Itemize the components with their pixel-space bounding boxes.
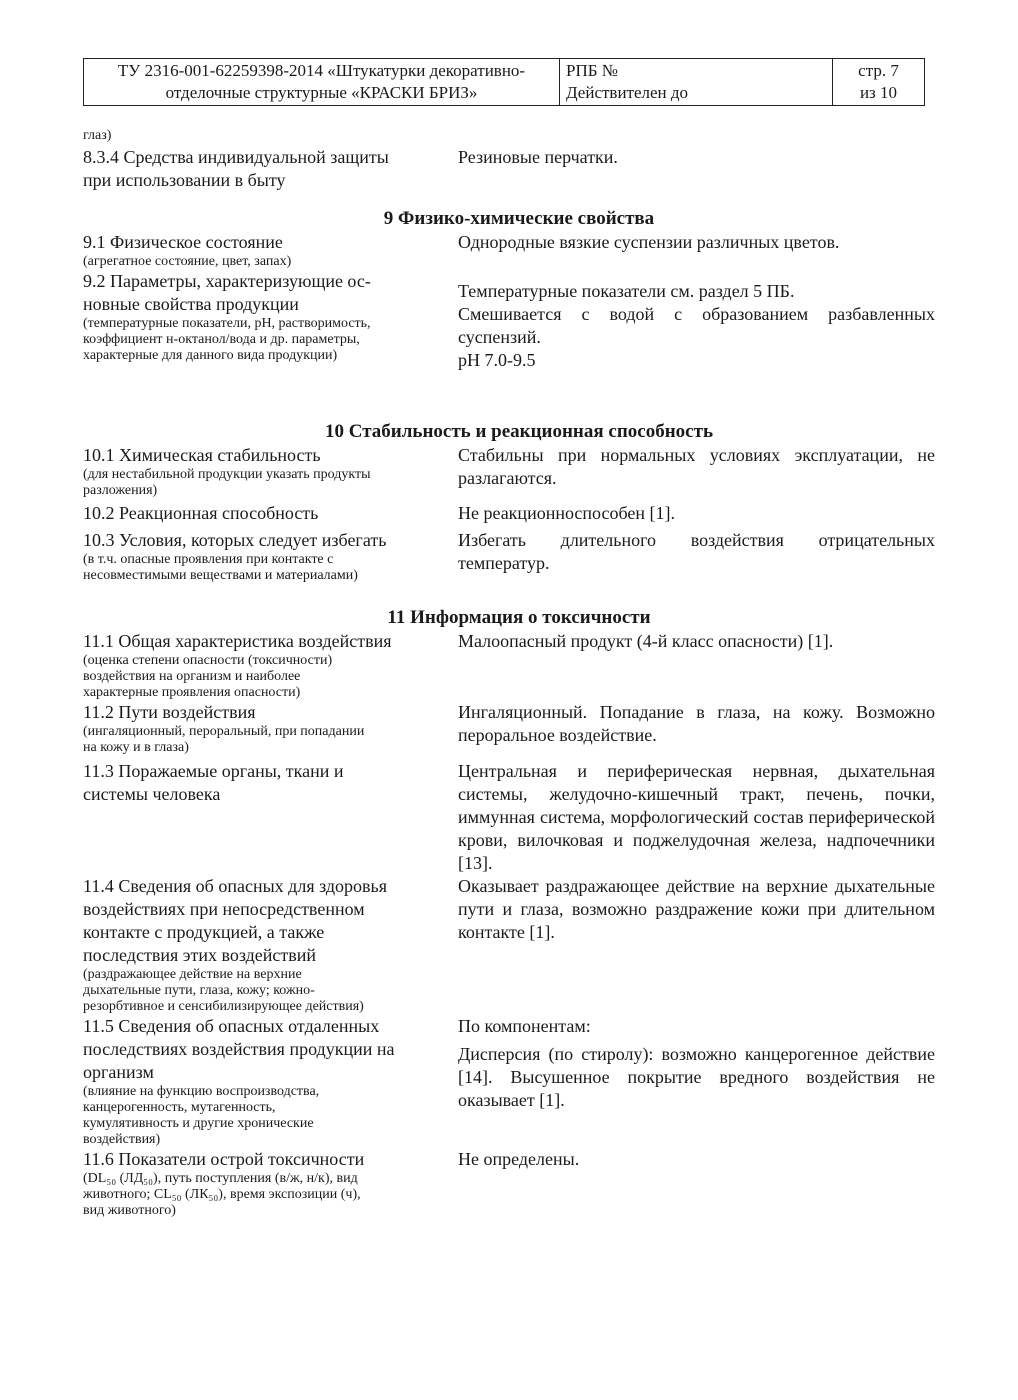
row-label: 10.2 Реакционная способность: [83, 503, 319, 523]
row-value: По компонентам: Дисперсия (по стиролу): возможно канцерогенное действие [14]. Высушенное покрытие вредного воздействия не оказывает [1].: [458, 1016, 935, 1110]
row-value: Температурные показатели см. раздел 5 ПБ. Смешивается с водой с образованием разбавленных суспензий. pH 7.0-9.5: [458, 281, 935, 370]
row-10-2: [83, 502, 935, 525]
document-header: [83, 58, 925, 106]
section-heading-9: 9 Физико-химические свойства: [383, 208, 655, 229]
row-9-2: [83, 270, 935, 372]
row-label: 11.4 Сведения об опасных для здоровья воздействиях при непосредственном контакте с продукцией, а также последствия этих воздействий (раздражающее действие на верхние дыхательные пути, глаза, кожу; кожно- резорбтивное и сенсибилизирующее действия): [83, 876, 388, 1014]
row-11-1: [83, 630, 935, 701]
row-11-5: [83, 1015, 935, 1148]
section-heading-10: 10 Стабильность и реакционная способность: [325, 421, 713, 442]
page-total: из 10: [859, 83, 898, 102]
row-value: Избегать длительного воздействия отрицательных температур.: [458, 530, 935, 573]
row-value: Резиновые перчатки.: [458, 147, 618, 167]
row-value: Однородные вязкие суспензии различных цветов.: [458, 232, 840, 252]
row-value: Стабильны при нормальных условиях эксплуатации, не разлагаются.: [458, 445, 935, 488]
row-11-4: [83, 875, 935, 1015]
row-label: 11.6 Показатели острой токсичности (DL₅₀ (ЛД₅₀), путь поступления (в/ж, н/к), вид животного; CL₅₀ (ЛК₅₀), время экспозиции (ч), вид животного): [83, 1149, 365, 1218]
row-11-6: [83, 1148, 935, 1219]
row-10-3: [83, 529, 935, 584]
row-value: Малоопасный продукт (4-й класс опасности) [1].: [458, 631, 834, 651]
row-10-1: [83, 444, 935, 499]
row-label: 8.3.4 Средства индивидуальной защиты при использовании в быту: [83, 147, 389, 190]
row-11-3: [83, 760, 935, 875]
rpb-number-label: РПБ №: [566, 61, 618, 80]
page-number-cell: [833, 59, 925, 106]
row-label: 11.1 Общая характеристика воздействия (оценка степени опасности (токсичности) воздействия на организм и наиболее характерные проявления опасности): [83, 631, 392, 700]
row-value: Центральная и периферическая нервная, дыхательная системы, желудочно-кишечный тракт, печень, почки, иммунная система, морфологический состав периферической крови, вилочковая и поджелудочная железа, надпочечники [13].: [458, 761, 935, 873]
row-label: 10.1 Химическая стабильность (для нестабильной продукции указать продукты разложения): [83, 445, 371, 498]
doc-title-cell: [84, 59, 560, 106]
row-value: Не определены.: [458, 1149, 580, 1169]
row-11-2: [83, 701, 935, 756]
row-label: 9.2 Параметры, характеризующие ос- новные свойства продукции (температурные показатели, pH, растворимость, коэффициент н-октанол/вода и др. параметры, характерные для данного вида продукции): [83, 271, 371, 363]
row-label: 11.5 Сведения об опасных отдаленных последствиях воздействия продукции на организм (влияние на функцию воспроизводства, канцерогенность, мутагенность, кумулятивность и другие хронические воздействия): [83, 1016, 395, 1147]
row-label: 11.3 Поражаемые органы, ткани и системы человека: [83, 761, 344, 804]
row-value: Не реакционноспособен [1].: [458, 503, 676, 523]
doc-title-line: отделочные структурные «КРАСКИ БРИЗ»: [165, 83, 478, 102]
row-value: Ингаляционный. Попадание в глаза, на кожу. Возможно пероральное воздействие.: [458, 702, 935, 745]
row-label: 10.3 Условия, которых следует избегать (в т.ч. опасные проявления при контакте с несовместимыми веществами и материалами): [83, 530, 387, 583]
row-label: 9.1 Физическое состояние (агрегатное состояние, цвет, запах): [83, 232, 292, 269]
document-body: [83, 128, 935, 1219]
row-8-3-4: [83, 146, 935, 192]
page-number: стр. 7: [858, 61, 899, 80]
section-heading-11: 11 Информация о токсичности: [387, 607, 651, 628]
doc-title-line: ТУ 2316-001-62259398-2014 «Штукатурки декоративно-: [117, 61, 526, 80]
row-label: 11.2 Пути воздействия (ингаляционный, пероральный, при попадании на кожу и в глаза): [83, 702, 365, 755]
orphan-text: глаз): [83, 128, 112, 143]
valid-until-label: Действителен до: [566, 83, 689, 102]
row-9-1: [83, 231, 935, 270]
rpb-cell: [560, 59, 833, 106]
row-value: Оказывает раздражающее действие на верхние дыхательные пути и глаза, возможно раздражение кожи при длительном контакте [1].: [458, 876, 935, 942]
